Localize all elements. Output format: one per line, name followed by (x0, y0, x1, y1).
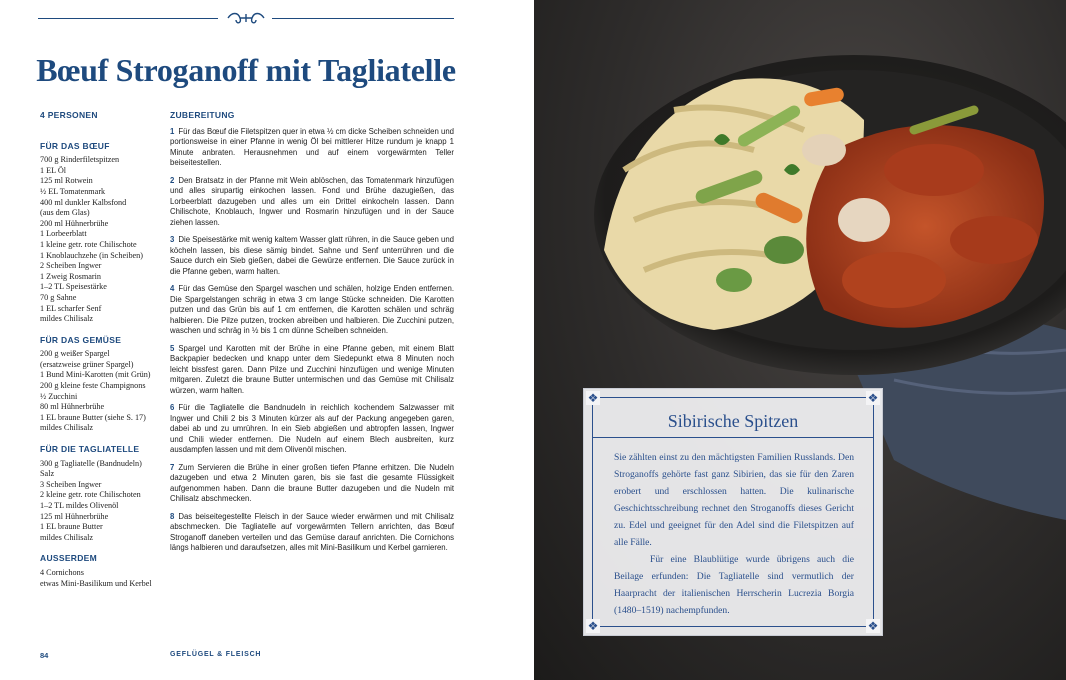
step-number: 4 (170, 284, 175, 293)
ingredient-item: 2 Scheiben Ingwer (40, 261, 102, 271)
ingredient-item: 1 Bund Mini-Karotten (mit Grün) (40, 370, 151, 380)
header-rule-right (272, 18, 454, 19)
ingredient-section (40, 553, 162, 589)
step-number: 2 (170, 175, 175, 185)
step-text: Für das Gemüse den Spargel waschen und schälen, holzige Enden entfernen. Die Spargelstangen schräg in etwa 3 cm lange Stücke schneiden. Die Karotten putzen und das Grün bis auf 1 cm entfernen, die Karotten schälen und schräg halbieren. Die Pilze putzen, trocken abreiben und halbieren. Die Zucchini putzen, waschen und schräg in ½ bis 1 cm dünne Scheiben schneiden. (170, 284, 454, 335)
ingredient-item: 125 ml Hühnerbrühe (40, 511, 109, 521)
ingredient-item: 2 kleine getr. rote Chilischoten (40, 490, 141, 500)
ingredient-item: 200 g kleine feste Champignons (40, 381, 146, 391)
ingredient-item: 4 Cornichons (40, 567, 84, 577)
corner-ornament-icon: ❖ (587, 391, 599, 405)
ingredient-item: 125 ml Rotwein (40, 176, 93, 186)
steps-list (170, 127, 454, 554)
chapter-title: GEFLÜGEL & FLEISCH (170, 651, 262, 658)
preparation-step (170, 344, 454, 397)
preparation-step (170, 403, 454, 456)
step-number: 7 (170, 462, 175, 472)
ingredient-item: (ersatzweise grüner Spargel) (40, 359, 134, 369)
ingredient-section (40, 141, 162, 325)
preparation-head: ZUBEREITUNG (170, 110, 235, 120)
ingredient-section-head: FÜR DIE TAGLIATELLE (40, 444, 140, 455)
ingredient-item: 70 g Sahne (40, 292, 77, 302)
sidebar-paragraph: Sie zählten einst zu den mächtigsten Familien Russlands. Den Stroganoffs gehörte fast ganz Sibirien, das sie für den Zaren erobert und erschlossen hatten. Die kulinarische Geschichtsschreibung rechnet den Stroganoffs dieses Gericht zu. Edel und geeignet für den Adel sind die Filetspitzen auf alle Fälle. (614, 452, 854, 548)
ingredient-item: 200 g weißer Spargel (40, 349, 110, 359)
sidebar-box (583, 388, 883, 636)
ingredient-section (40, 335, 162, 434)
ingredient-item: 3 Scheiben Ingwer (40, 479, 102, 489)
step-text: Den Bratsatz in der Pfanne mit Wein ablöschen, das Tomatenmark hinzufügen und alles sirupartig einkochen lassen. Fond und Brühe dazugießen, das Lorbeerblatt dazugeben und alles um ein Drittel einkocheln lassen. Dann Chilischote, Knoblauch, Ingwer und Rosmarin hinzufügen und in der Sauce ziehen lassen. (170, 175, 454, 227)
preparation-step (170, 176, 454, 229)
sidebar-text (614, 449, 854, 619)
ingredient-item: 1 EL Öl (40, 165, 67, 175)
recipe-title: Bœuf Stroganoff mit Tagliatelle (36, 52, 456, 88)
ingredient-item: 1 Zweig Rosmarin (40, 271, 101, 281)
ingredient-item: mildes Chilisalz (40, 423, 93, 433)
step-number: 1 (170, 126, 175, 136)
corner-ornament-icon: ❖ (867, 619, 879, 633)
ingredient-item: 700 g Rinderfiletspitzen (40, 155, 120, 165)
ornament-icon (224, 10, 268, 26)
ingredient-item: ½ EL Tomatenmark (40, 186, 106, 196)
corner-ornament-icon: ❖ (867, 391, 879, 405)
step-number: 3 (170, 235, 175, 244)
ingredient-item: 1 kleine getr. rote Chilischote (40, 239, 137, 249)
ingredient-item: (aus dem Glas) (40, 208, 90, 218)
step-text: Die Speisestärke mit wenig kaltem Wasser glatt rühren, in die Sauce geben und köcheln lassen, bis diese sämig bindet. Sahne und Senf unterrühren und die Sauce durch ein Sieb gießen, dabei die Gewürze entfernen. Die Sauce zurück in die Pfanne geben, warm halten. (170, 235, 454, 276)
step-number: 6 (170, 403, 175, 412)
preparation-column (170, 110, 454, 561)
step-number: 5 (170, 343, 175, 353)
ingredient-item: 1 EL scharfer Senf (40, 303, 102, 313)
ingredients-column (40, 110, 162, 589)
header-rule-left (38, 18, 218, 19)
ingredient-item: 200 ml Hühnerbrühe (40, 218, 109, 228)
preparation-step (170, 463, 454, 505)
ingredient-item: etwas Mini-Basilikum und Kerbel (40, 578, 152, 588)
ingredient-item: 1 EL braune Butter (siehe S. 17) (40, 412, 146, 422)
preparation-step (170, 127, 454, 169)
corner-ornament-icon: ❖ (587, 619, 599, 633)
ingredient-item: mildes Chilisalz (40, 314, 93, 324)
ingredient-section-head: AUSSERDEM (40, 553, 98, 564)
step-number: 8 (170, 511, 175, 521)
ingredient-section-head: FÜR DAS BŒUF (40, 140, 110, 151)
ingredient-section-head: FÜR DAS GEMÜSE (40, 334, 122, 345)
preparation-step (170, 284, 454, 337)
ingredient-item: mildes Chilisalz (40, 532, 93, 542)
sidebar-paragraph: Für eine Blaublütige wurde übrigens auch die Beilage erfunden: Die Tagliatelle sind vermutlich der Haarpracht der italienischen Herrscherin Lucrezia Borgia (1480–1519) nachempfunden. (614, 554, 854, 616)
preparation-step (170, 512, 454, 554)
ingredient-item: 300 g Tagliatelle (Bandnudeln) (40, 458, 142, 468)
sidebar-title: Sibirische Spitzen (667, 411, 799, 431)
sidebar-rule (592, 437, 874, 438)
ingredient-item: 400 ml dunkler Kalbsfond (40, 197, 127, 207)
ingredient-item: 1 Knoblauchzehe (in Scheiben) (40, 250, 143, 260)
page-number: 84 (40, 651, 49, 660)
ingredient-item: 1–2 TL Speisestärke (40, 282, 107, 292)
ingredient-item: Salz (40, 469, 55, 479)
ingredient-item: 1–2 TL mildes Olivenöl (40, 501, 119, 510)
step-text: Das beiseitegestellte Fleisch in der Sauce wieder erwärmen und mit Chilisalz abschmecken. Die Tagliatelle auf vorgewärmten Tellern anrichten, das Bœuf Stroganoff daneben verteilen und das Gemüse darauf anrichten. Die Cornichons längs halbieren und daraufsetzen, alles mit Mini-Basilikum und Kerbel garnieren. (170, 511, 454, 552)
ingredient-item: 80 ml Hühnerbrühe (40, 402, 105, 412)
ingredient-item: 1 EL braune Butter (40, 522, 103, 532)
step-text: Zum Servieren die Brühe in einer großen tiefen Pfanne erhitzen. Die Nudeln dazugeben und etwa 2 Minuten garen, bis sie fast die gesamte Flüssigkeit aufgenommen haben. Dann die braune Butter dazugeben und die Nudeln mit Chilisalz abschmecken. (170, 462, 454, 503)
servings: 4 PERSONEN (40, 110, 98, 120)
ingredient-item: ½ Zucchini (40, 391, 78, 401)
preparation-step (170, 235, 454, 277)
ingredient-section (40, 444, 162, 543)
step-text: Für das Bœuf die Filetspitzen quer in etwa ½ cm dicke Scheiben schneiden und portionsweise in einer Pfanne in wenig Öl bei mittlerer Hitze rundum je knapp 1 Minute anbraten. Herausnehmen und auf einem vorgewärmten Teller beiseitestellen. (170, 126, 454, 167)
step-text: Für die Tagliatelle die Bandnudeln in reichlich kochendem Salzwasser mit Ingwer und Chili 2 bis 3 Minuten kürzer als auf der Packung angegeben garen, dabei ab und zu umrühren. In ein Sieb abgießen und abtropfen lassen, Ingwer und Chili wieder entfernen. Die Nudeln auf einem Blech ausbreiten, kurz ausdampfen lassen und mit dem Olivenöl mischen. (170, 403, 454, 454)
ingredient-item: 1 Lorbeerblatt (40, 229, 87, 239)
step-text: Spargel und Karotten mit der Brühe in eine Pfanne geben, mit einem Blatt Backpapier bedecken und knapp unter dem Siedepunkt etwa 8 Minuten noch leicht bissfest garen. Dann Pilze und Zucchini hinzufügen und wenige Minuten mitgaren. Zuletzt die braune Butter untermischen und das Gemüse mit Chilisalz würzen, warm halten. (170, 343, 454, 395)
